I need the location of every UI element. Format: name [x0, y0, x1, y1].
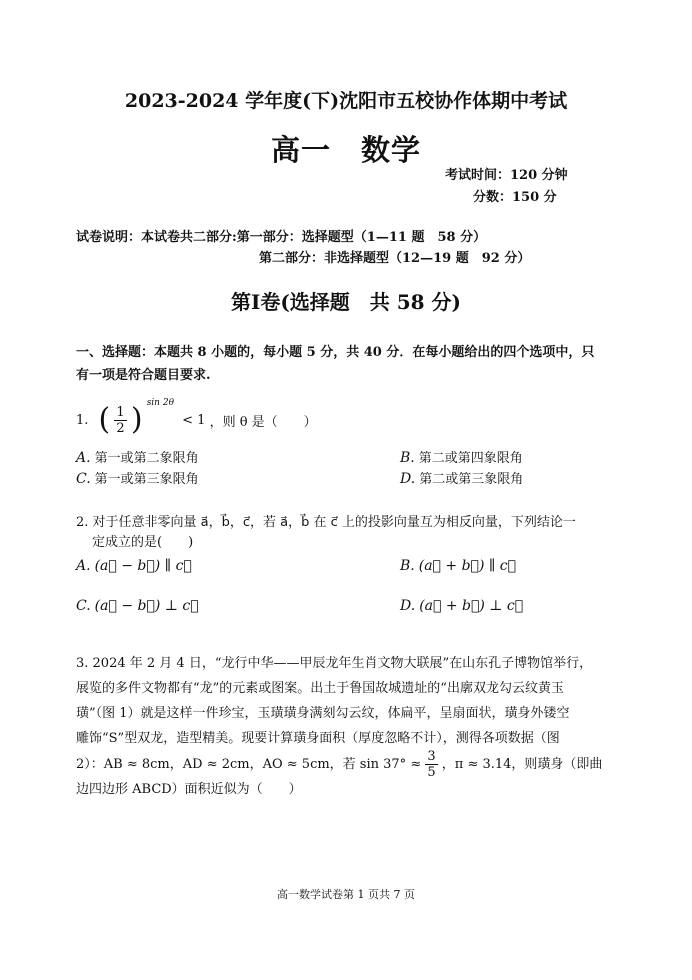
option-b[interactable]: [400, 558, 516, 574]
fraction-denominator: 2: [116, 420, 125, 436]
option-text: 第二或第三象限角: [419, 472, 524, 487]
section-instructions-line1: 一、选择题：本题共 8 小题的，每小题 5 分，共 40 分．在每小题给出的四个选项中，只: [76, 345, 595, 360]
fraction: [425, 749, 437, 780]
option-d[interactable]: [400, 468, 523, 487]
exam-title: 2023-2024 学年度(下)沈阳市五校协作体期中考试: [124, 90, 568, 112]
question-3-line3: 璜”（图 1）就是这样一件珍宝，玉璜璜身满刻勾云纹，体扁平，呈扇面状，璜身外镂空: [76, 706, 570, 721]
page-footer: 高一数学试卷第 1 页共 7 页: [277, 888, 415, 901]
option-text: 第一或第三象限角: [94, 472, 199, 487]
option-c[interactable]: [76, 468, 199, 487]
question-3-line5: [76, 748, 602, 782]
option-text: (a⃗ − b⃗) ∥ c⃗: [94, 558, 192, 574]
exam-subject: 高一 数学: [270, 133, 421, 167]
option-letter: B.: [400, 450, 415, 466]
question-3-line4: 雕饰“S”型双龙，造型精美。现要计算璜身面积（厚度忽略不计），测得各项数据（图: [76, 731, 560, 746]
option-c[interactable]: [76, 598, 199, 614]
fraction-numerator: 3: [427, 749, 436, 764]
question-1-text: ，则 θ 是（ ）: [209, 414, 317, 430]
option-letter: A.: [76, 558, 91, 574]
option-letter: D.: [400, 598, 416, 614]
question-3-line5b: ，π ≈ 3.14，则璜身（即曲: [441, 757, 603, 772]
option-d[interactable]: [400, 598, 523, 614]
fraction-numerator: 1: [116, 404, 125, 420]
option-text: (a⃗ + b⃗) ∥ c⃗: [418, 558, 517, 574]
exam-time: 考试时间：120 分钟: [445, 168, 568, 183]
exam-description-line2: 第二部分：非选择题型（12—19 题 92 分）: [259, 251, 531, 266]
question-3-line2: 展览的多件文物都有“龙”的元素或图案。出土于鲁国故城遗址的“出廓双龙勾云纹黄玉: [76, 681, 564, 696]
question-3-line5a: 2）：AB ≈ 8cm，AD ≈ 2cm，AO ≈ 5cm，若 sin 37° ≈: [76, 757, 422, 772]
option-text: (a⃗ + b⃗) ⊥ c⃗: [419, 598, 524, 614]
part-title: 第Ⅰ卷(选择题 共 58 分): [230, 290, 462, 314]
inequality: < 1: [182, 412, 206, 428]
option-a[interactable]: [76, 558, 192, 574]
question-3-line6: 边四边形 ABCD）面积近似为（ ）: [76, 782, 302, 797]
option-letter: B.: [400, 558, 415, 574]
fraction-denominator: 5: [427, 765, 436, 780]
option-letter: C.: [76, 598, 91, 614]
option-letter: D.: [400, 471, 416, 487]
question-1-stem: 1. ( $\frac{1}{2}$ ) sin 2θ < 1 ，则 θ 是（ ）: [76, 398, 317, 437]
question-number: 1.: [76, 412, 89, 428]
exponent: sin 2θ: [146, 398, 174, 408]
option-letter: C.: [76, 471, 91, 487]
option-letter: A.: [76, 450, 91, 466]
section-instructions-line2: 有一项是符合题目要求.: [76, 368, 211, 383]
option-a[interactable]: [76, 447, 199, 466]
question-2-line1: 2. 对于任意非零向量 a⃗，b⃗，c⃗，若 a⃗，b⃗ 在 c⃗ 上的投影向量互为相反向量，下列结论一: [76, 515, 576, 530]
question-3-line1: 3. 2024 年 2 月 4 日，“龙行中华——甲辰龙年生肖文物大联展”在山东孔子博物馆举行，: [76, 656, 593, 671]
option-text: 第二或第四象限角: [418, 451, 523, 466]
option-text: 第一或第二象限角: [94, 451, 199, 466]
option-b[interactable]: [400, 447, 523, 466]
fraction: [114, 405, 126, 436]
exam-score: 分数：150 分: [473, 190, 557, 205]
option-text: (a⃗ − b⃗) ⊥ c⃗: [94, 598, 199, 614]
exam-description-line1: 试卷说明：本试卷共二部分:第一部分：选择题型（1—11 题 58 分）: [76, 230, 487, 245]
question-2-line2: 定成立的是( ): [92, 535, 194, 550]
